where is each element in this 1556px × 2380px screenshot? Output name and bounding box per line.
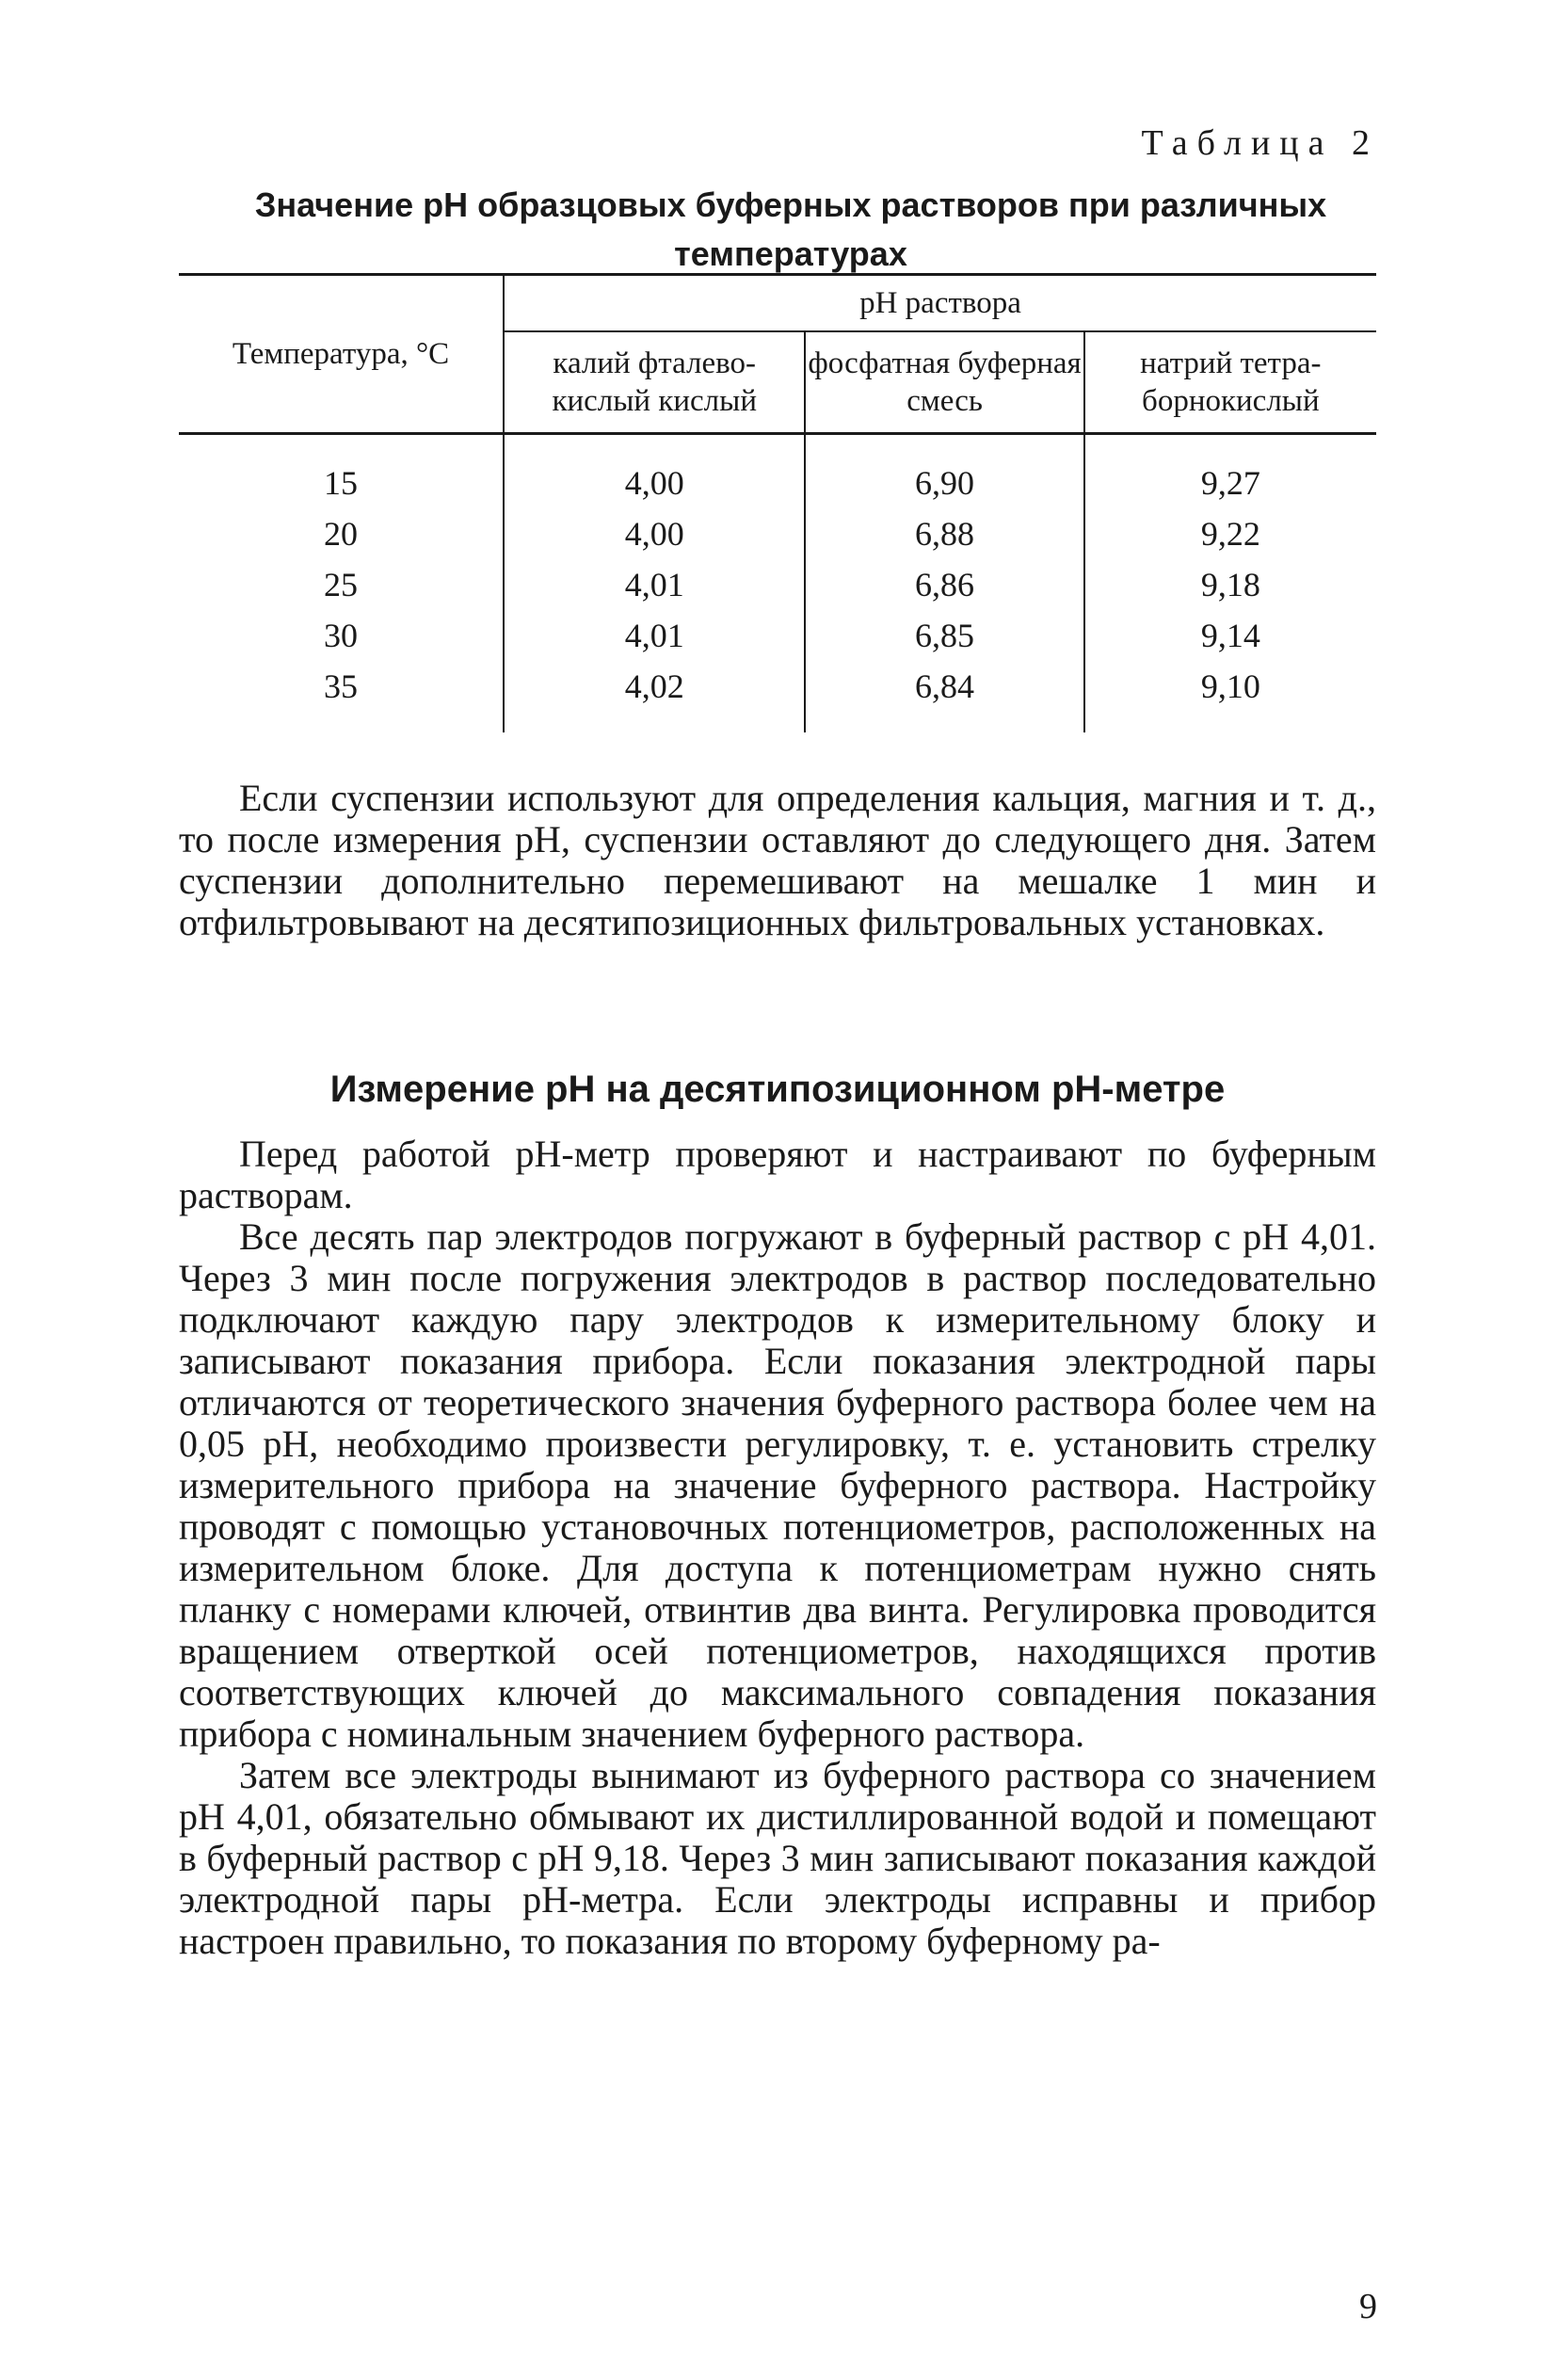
cell-phthalate: 4,01 xyxy=(504,559,805,610)
cell-phthalate: 4,02 xyxy=(504,661,805,732)
section-heading: Измерение pH на десятипозиционном pH-метре xyxy=(329,1069,1226,1110)
table-title: Значение pH образцовых буферных растворов при различных температурах xyxy=(254,185,1327,273)
paragraph-suspension: Если суспензии используют для определения кальция, магния и т. д., то после измерения pH, суспензии оставляют до следующего дня. Затем суспензии дополнительно перемешивают на мешалке 1 мин и отфильтровывают на десятипозиционных фильтровальных установках. xyxy=(179,777,1376,943)
table-row xyxy=(179,508,1376,559)
header-potassium-phthalate: калий фталево-кислый кислый xyxy=(504,331,805,434)
header-ph-group: pH раствора xyxy=(504,275,1376,332)
cell-temperature: 25 xyxy=(324,566,358,603)
measurement-section xyxy=(179,1134,1376,1962)
cell-tetraborate: 9,22 xyxy=(1084,508,1376,559)
cell-temperature: 15 xyxy=(324,464,358,502)
suspension-section xyxy=(179,778,1376,943)
cell-temperature: 30 xyxy=(324,617,358,654)
cell-tetraborate: 9,27 xyxy=(1084,434,1376,509)
header-phosphate-mixture: фосфатная буферная смесь xyxy=(805,331,1083,434)
table-row xyxy=(179,661,1376,732)
cell-tetraborate: 9,10 xyxy=(1084,661,1376,732)
page-number: 9 xyxy=(1359,2287,1377,2326)
cell-phosphate: 6,90 xyxy=(805,434,1083,509)
paragraph-second-buffer: Затем все электроды вынимают из буферного раствора со значением pH 4,01, обязательно обмывают их дистиллированной водой и помещают в буферный раствор с pH 9,18. Через 3 мин записывают показания каждой электродной пары pH-метра. Если электроды исправны и прибор настроен правильно, то показания по второму буферному ра- xyxy=(179,1754,1376,1962)
cell-phosphate: 6,88 xyxy=(805,508,1083,559)
header-sodium-tetraborate: натрий тетра-борнокислый xyxy=(1084,331,1376,434)
paragraph-calibration: Все десять пар электродов погружают в буферный раствор с pH 4,01. Через 3 мин после погружения электродов в раствор последовательно подключают каждую пару электродов к измерительному блоку и записывают показания прибора. Если показания электродной пары отличаются от теоретического значения буферного раствора более чем на 0,05 pH, необходимо произвести регулировку, т. е. установить стрелку измерительного прибора на значение буферного раствора. Настройку проводят с помощью установочных потенциометров, расположенных на измерительном блоке. Для доступа к потенциометрам нужно снять планку с номерами ключей, отвинтив два винта. Регулировка проводится вращением отверткой осей потенциометров, находящихся против соответствующих ключей до максимального совпадения показания прибора с номинальным значением буферного раствора. xyxy=(179,1215,1376,1755)
table-label: Таблица 2 xyxy=(1141,123,1379,163)
cell-phosphate: 6,85 xyxy=(805,610,1083,661)
table-row xyxy=(179,434,1376,509)
cell-tetraborate: 9,14 xyxy=(1084,610,1376,661)
cell-temperature: 20 xyxy=(324,515,358,553)
cell-phthalate: 4,00 xyxy=(504,434,805,509)
cell-phosphate: 6,86 xyxy=(805,559,1083,610)
header-temperature: Температура, °C xyxy=(232,336,450,371)
cell-phosphate: 6,84 xyxy=(805,661,1083,732)
cell-phthalate: 4,00 xyxy=(504,508,805,559)
paragraph-preparation: Перед работой pH-метр проверяют и настраивают по буферным растворам. xyxy=(179,1133,1376,1216)
cell-tetraborate: 9,18 xyxy=(1084,559,1376,610)
table-row xyxy=(179,610,1376,661)
table-row xyxy=(179,559,1376,610)
ph-buffer-table xyxy=(179,273,1376,732)
cell-temperature: 35 xyxy=(324,667,358,705)
cell-phthalate: 4,01 xyxy=(504,610,805,661)
